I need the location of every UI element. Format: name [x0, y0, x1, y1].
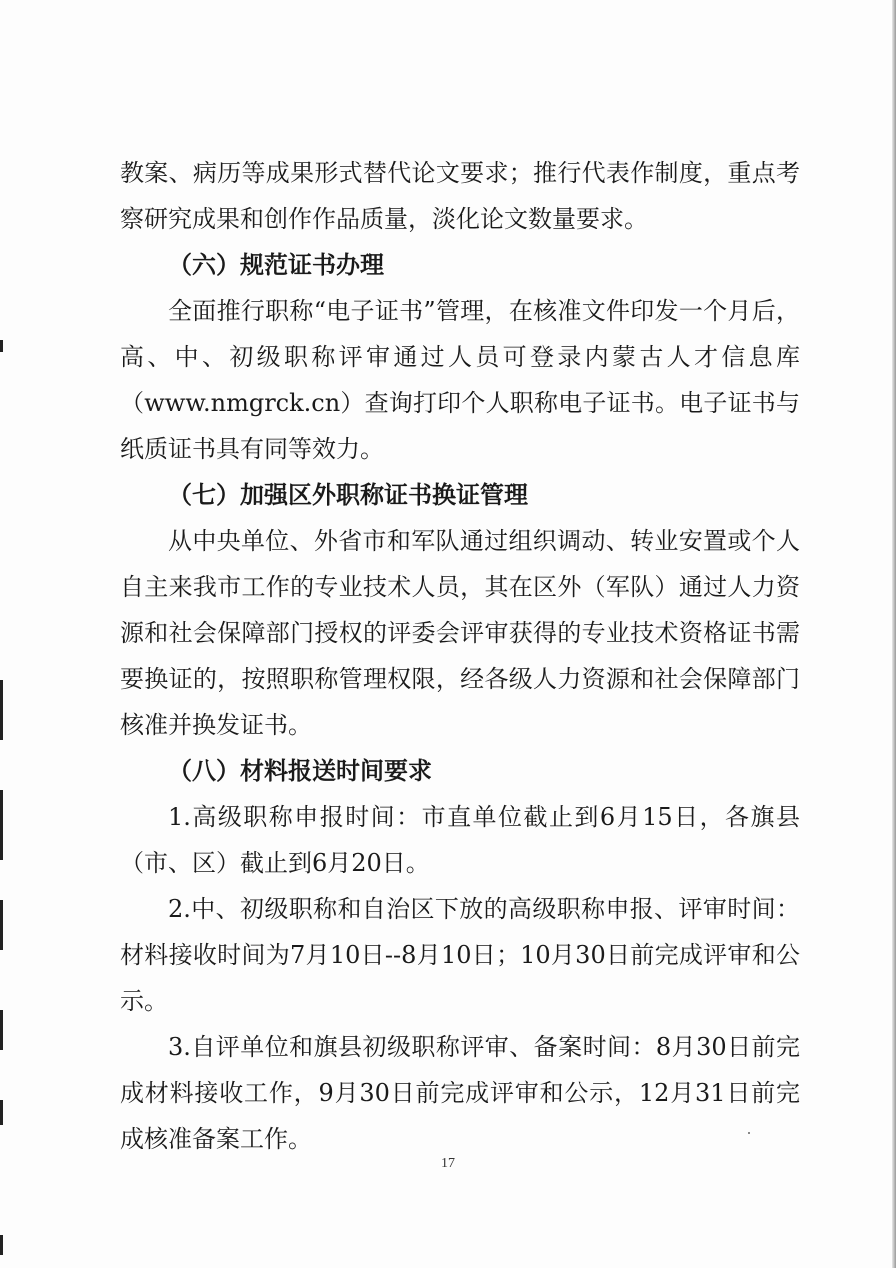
paragraph-continuation: 教案、病历等成果形式替代论文要求；推行代表作制度，重点考察研究成果和创作作品质量，淡化论文数量要求。: [120, 159, 800, 233]
scan-mark: [0, 900, 3, 950]
paragraph-exchange: 从中央单位、外省市和军队通过组织调动、转业安置或个人自主来我市工作的专业技术人员，其在区外（军队）通过人力资源和社会保障部门授权的评委会评审获得的专业技术资格证书需要换证的，按照职称管理权限，经各级人力资源和社会保障部门核准并换发证书。: [120, 527, 800, 739]
page-number: 17: [441, 1156, 455, 1171]
paragraph-item-2: 2.中、初级职称和自治区下放的高级职称申报、评审时间：材料接收时间为7月10日--8月10日；10月30日前完成评审和公示。: [120, 895, 800, 1015]
section-heading-8: （八）材料报送时间要求: [168, 757, 432, 785]
paragraph-certificate: 全面推行职称“电子证书”管理，在核准文件印发一个月后，高、中、初级职称评审通过人员可登录内蒙古人才信息库（www.nmgrck.cn）查询打印个人职称电子证书。电子证书与纸质证书具有同等效力。: [120, 297, 800, 463]
scan-mark: [0, 340, 3, 352]
section-heading-6: （六）规范证书办理: [168, 251, 384, 279]
paragraph-item-1: 1.高级职称申报时间：市直单位截止到6月15日，各旗县（市、区）截止到6月20日。: [120, 803, 800, 877]
document-body: [120, 150, 800, 1162]
scan-mark: [0, 790, 3, 860]
scan-edge: [892, 0, 896, 1268]
section-heading-7: （七）加强区外职称证书换证管理: [168, 481, 528, 509]
paragraph-item-3: 3.自评单位和旗县初级职称评审、备案时间：8月30日前完成材料接收工作，9月30日前完成评审和公示，12月31日前完成核准备案工作。: [120, 1033, 800, 1153]
scan-mark: [0, 1235, 3, 1255]
scan-mark: [0, 680, 3, 740]
scan-mark: [0, 1010, 3, 1050]
scan-mark: [0, 1100, 3, 1125]
